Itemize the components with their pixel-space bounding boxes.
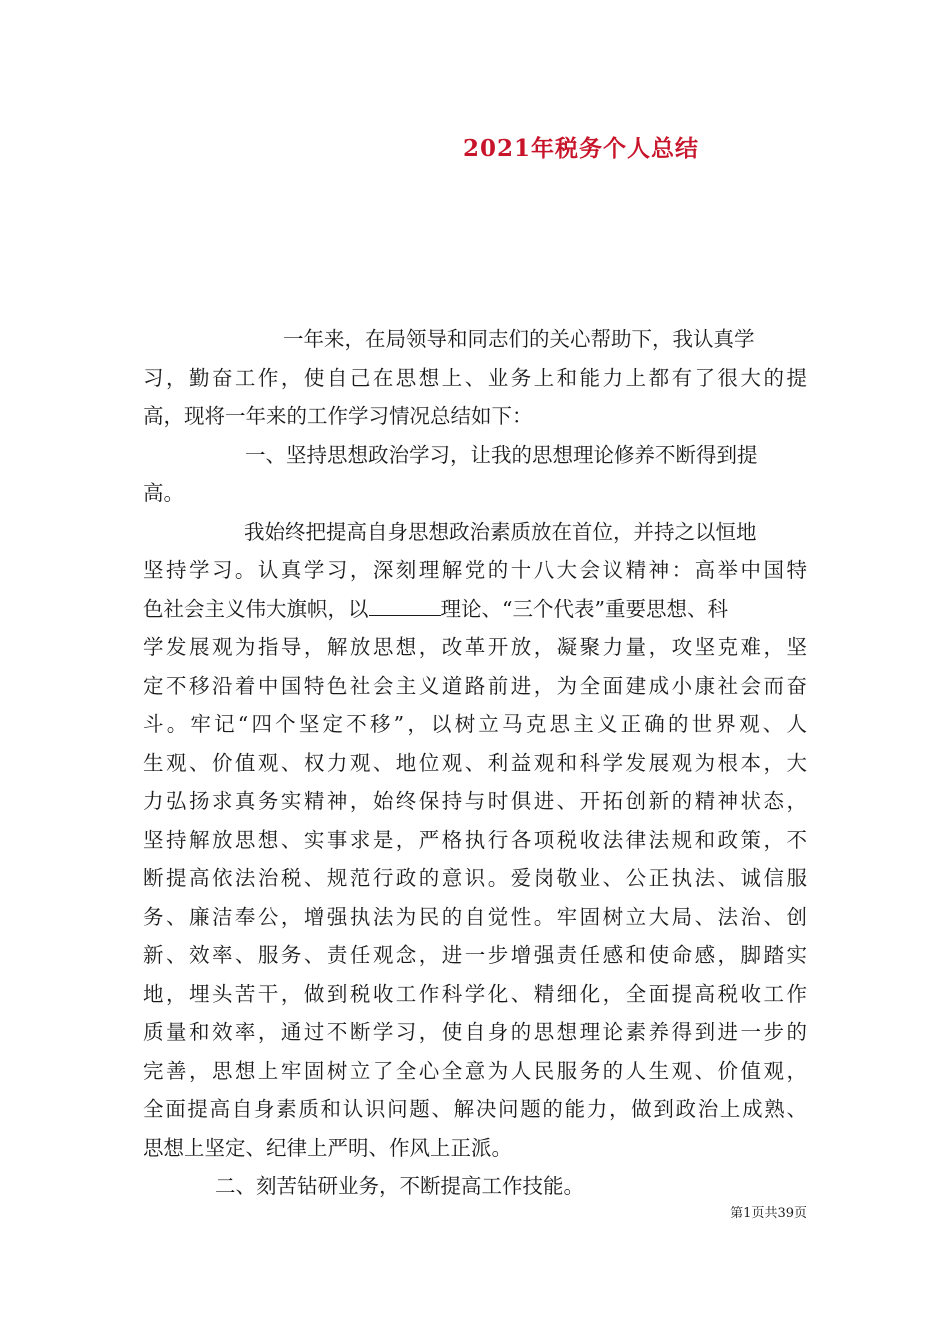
section-1-para-last-line: 思想上坚定、纪律上严明、作风上正派。 bbox=[143, 1135, 512, 1160]
section-1-para-line: 坚持解放思想、实事求是，严格执行各项税收法律法规和政策，不 bbox=[143, 827, 807, 852]
intro-line-1: 一年来，在局领导和同志们的关心帮助下，我认真学 bbox=[283, 327, 755, 351]
section-1-para-line: 斗。牢记“四个坚定不移”，以树立马克思主义正确的世界观、人 bbox=[143, 712, 807, 736]
section-1-para-line-3 bbox=[143, 590, 807, 629]
section-1-heading-line-1: 一、坚持思想政治学习，让我的思想理论修养不断得到提 bbox=[245, 442, 758, 467]
section-1-para-line: 定不移沿着中国特色社会主义道路前进，为全面建成小康社会而奋 bbox=[143, 673, 807, 698]
section-1-para-line: 断提高依法治税、规范行政的意识。爱岗敬业、公正执法、诚信服 bbox=[143, 866, 807, 890]
section-1-para-line-1: 我始终把提高自身思想政治素质放在首位，并持之以恒地 bbox=[244, 519, 757, 544]
section-1-heading-line-2: 高。 bbox=[143, 481, 184, 505]
section-1-para-line: 学发展观为指导，解放思想，改革开放，凝聚力量，攻坚克难，坚 bbox=[143, 635, 807, 659]
section-1-para-line-2: 坚持学习。认真学习，深刻理解党的十八大会议精神：高举中国特 bbox=[143, 558, 807, 582]
document-title-text: 2021年税务个人总结 bbox=[462, 135, 699, 162]
page-number-footer: 第1页共39页 bbox=[730, 1206, 807, 1221]
section-1-para-line: 力弘扬求真务实精神，始终保持与时俱进、开拓创新的精神状态， bbox=[143, 789, 807, 813]
intro-line-3: 高，现将一年来的工作学习情况总结如下： bbox=[143, 404, 533, 428]
document-body bbox=[143, 320, 807, 1206]
section-1-para-line-3-start: 色社会主义伟大旗帜，以 bbox=[143, 596, 369, 621]
document-title bbox=[0, 130, 950, 163]
section-1-para-line: 务、廉洁奉公，增强执法为民的自觉性。牢固树立大局、法治、创 bbox=[143, 904, 807, 929]
fill-in-blank bbox=[369, 597, 441, 616]
section-2-heading: 二、刻苦钻研业务，不断提高工作技能。 bbox=[215, 1174, 584, 1198]
section-1-para-line: 地，埋头苦干，做到税收工作科学化、精细化，全面提高税收工作 bbox=[143, 981, 807, 1006]
section-1-para-line: 质量和效率，通过不断学习，使自身的思想理论素养得到进一步的 bbox=[143, 1020, 807, 1044]
section-1-para-line: 生观、价值观、权力观、地位观、利益观和科学发展观为根本，大 bbox=[143, 750, 807, 775]
section-1-para-line: 新、效率、服务、责任观念，进一步增强责任感和使命感，脚踏实 bbox=[143, 943, 807, 967]
section-1-para-line: 完善，思想上牢固树立了全心全意为人民服务的人生观、价值观， bbox=[143, 1058, 807, 1083]
section-1-para-line: 全面提高自身素质和认识问题、解决问题的能力，做到政治上成熟、 bbox=[143, 1097, 807, 1121]
section-1-para-line-3-end: 理论、“三个代表”重要思想、科 bbox=[440, 596, 728, 621]
intro-line-2: 习，勤奋工作，使自己在思想上、业务上和能力上都有了很大的提 bbox=[143, 365, 807, 390]
